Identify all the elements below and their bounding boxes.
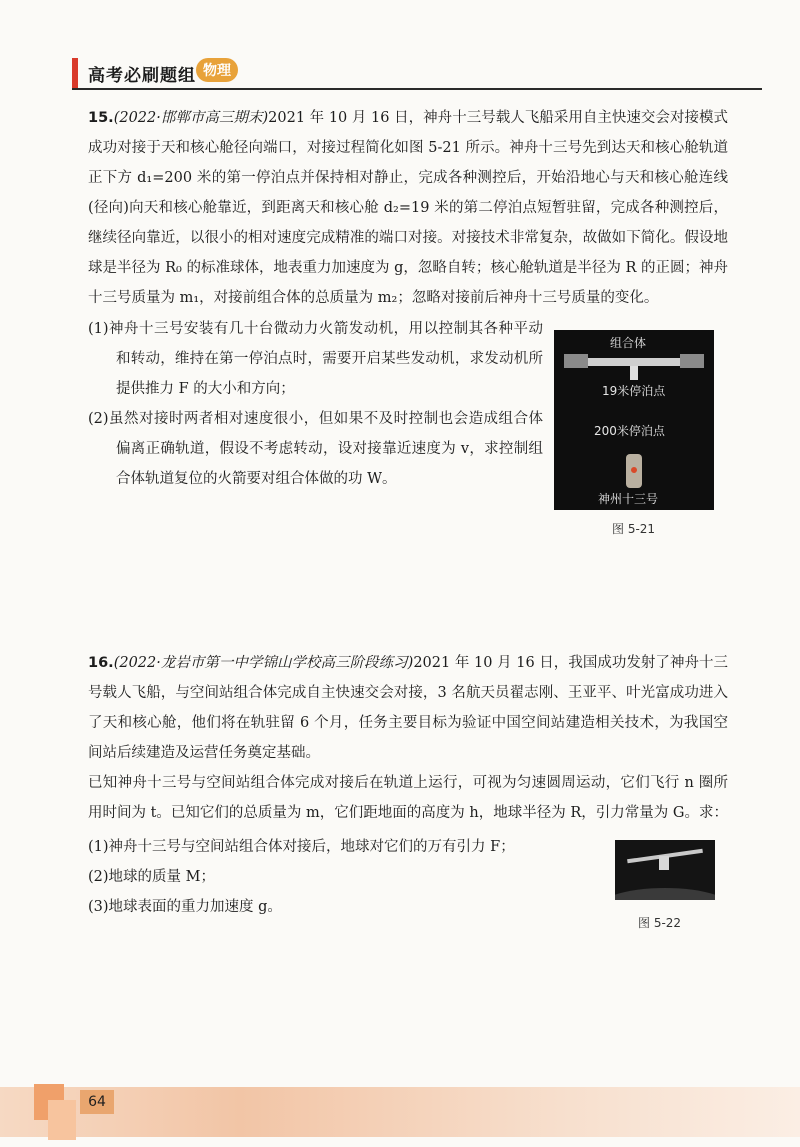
figure-5-22: [615, 840, 715, 900]
page-number: 64: [80, 1090, 114, 1114]
space-station-photo: [615, 840, 715, 900]
subquestion-2: (2)虽然对接时两者相对速度很小，但如果不及时控制也会造成组合体偏离正确轨道，假设不考虑转动，设对接靠近速度为 v，求控制组合体轨道复位的火箭要对组合体做的功 W。: [88, 411, 543, 487]
docking-diagram: [554, 330, 714, 510]
figure-5-21-caption: 图 5-21: [612, 522, 656, 536]
problem-source: (2022·邯郸市高三期末): [113, 110, 269, 126]
problem-15-subquestions: [88, 314, 543, 494]
header-accent-bar: [72, 58, 78, 90]
problem-number: 16.: [88, 655, 114, 671]
footer-decoration: [48, 1100, 76, 1140]
subquestion-3: (3)地球表面的重力加速度 g。: [88, 899, 282, 915]
problem-16: [88, 648, 728, 768]
subquestion-1: (1)神舟十三号安装有几十台微动力火箭发动机，用以控制其各种平动和转动，维持在第一停泊点时，需要开启某些发动机，求发动机所提供推力 F 的大小和方向；: [88, 321, 543, 397]
subject-badge: 物理: [196, 58, 238, 82]
figure-label-19m: 19米停泊点: [602, 384, 666, 398]
problem-16-subquestions: [88, 832, 588, 922]
problem-text: 2021 年 10 月 16 日，神舟十三号载人飞船采用自主快速交会对接模式成功对接于天和核心舱径向端口，对接过程简化如图 5-21 所示。神舟十三号先到达天和核心舱轨道正下方 d₁=200 米的第一停泊点并保持相对静止，完成各种测控后，开始沿地心与天和核心舱连线(径向)向天和核心舱靠近，到距离天和核心舱 d₂=19 米的第二停泊点短暂驻留，完成各种测控后，继续径向靠近，以很小的相对速度完成精准的端口对接。对接技术非常复杂，故做如下简化。假设地球是半径为 R₀ 的标准球体，地表重力加速度为 g，忽略自转；核心舱轨道是半径为 R 的正圆；神舟十三号质量为 m₁，对接前组合体的总质量为 m₂；忽略对接前后神舟十三号质量的变化。: [88, 110, 728, 306]
header-rule: [72, 88, 762, 90]
figure-label-combined: 组合体: [610, 336, 647, 350]
figure-5-21: [554, 330, 714, 510]
problem-number: 15.: [88, 110, 114, 126]
problem-text: 2021 年 10 月 16 日，我国成功发射了神舟十三号载人飞船，与空间站组合体完成自主快速交会对接，3 名航天员翟志刚、王亚平、叶光富成功进入了天和核心舱，他们将在轨驻留 6 个月，任务主要目标为验证中国空间站建造相关技术，为我国空间站后续建造及运营任务奠定基础。: [88, 655, 728, 761]
figure-5-22-caption: 图 5-22: [638, 916, 682, 930]
figure-label-200m: 200米停泊点: [594, 424, 665, 438]
subquestion-2: (2)地球的质量 M；: [88, 869, 215, 885]
problem-15: [88, 103, 728, 313]
station-body: [584, 358, 684, 366]
subquestion-1: (1)神舟十三号与空间站组合体对接后，地球对它们的万有引力 F；: [88, 839, 515, 855]
footer-band: [0, 1087, 800, 1137]
problem-source: (2022·龙岩市第一中学锦山学校高三阶段练习): [113, 655, 414, 671]
book-title: 高考必刷题组: [88, 66, 196, 86]
figure-label-shenzhou: 神州十三号: [598, 492, 659, 506]
problem-16-body: 已知神舟十三号与空间站组合体完成对接后在轨道上运行，可视为匀速圆周运动，它们飞行 n 圈所用时间为 t。已知它们的总质量为 m，它们距地面的高度为 h，地球半径为 R，引力常量为 G。求：: [88, 775, 728, 821]
